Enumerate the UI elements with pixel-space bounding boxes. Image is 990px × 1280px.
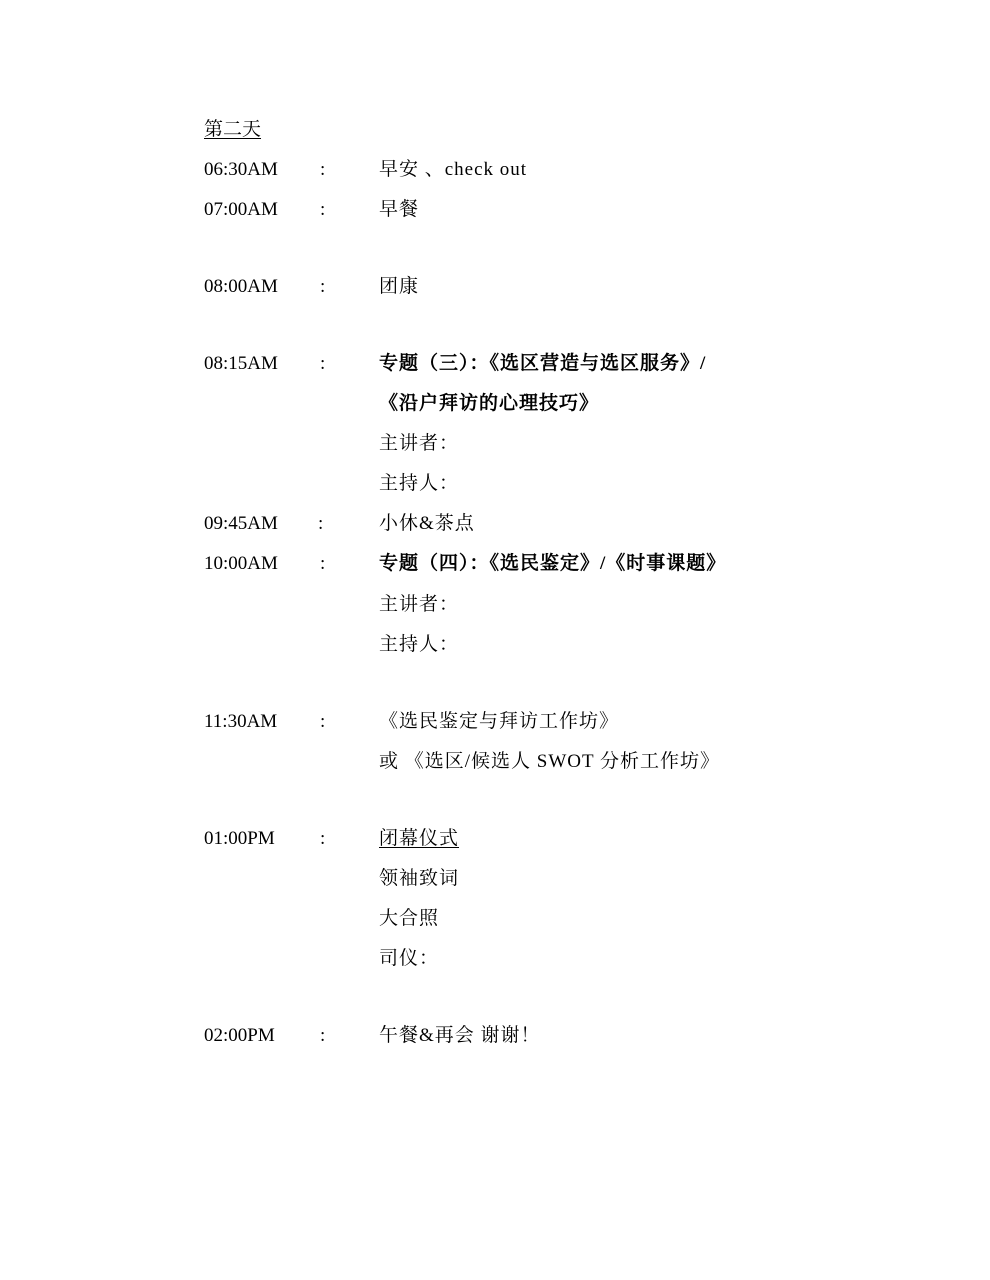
time-0700: 07:00AM xyxy=(204,199,278,220)
time-separator: : xyxy=(320,353,326,374)
time-separator: : xyxy=(320,159,326,180)
item-breakfast: 早餐 xyxy=(379,199,420,220)
time-1000: 10:00AM xyxy=(204,553,278,574)
day-heading: 第二天 xyxy=(204,119,262,140)
group-photo: 大合照 xyxy=(379,908,440,929)
topic-three-subtitle: 《沿户拜访的心理技巧》 xyxy=(379,393,600,414)
emcee-label: 司仪： xyxy=(379,948,440,969)
workshop-swot-analysis: 或 《选区/候选人 SWOT 分析工作坊》 xyxy=(379,751,721,772)
host-label: 主持人： xyxy=(379,634,460,655)
time-separator: : xyxy=(320,828,326,849)
speaker-label: 主讲者： xyxy=(379,594,460,615)
speaker-label: 主讲者： xyxy=(379,433,460,454)
time-0200pm: 02:00PM xyxy=(204,1025,275,1046)
time-separator: : xyxy=(320,1025,326,1046)
leader-speech: 领袖致词 xyxy=(379,868,460,889)
time-separator: : xyxy=(320,711,326,732)
item-lunch-farewell: 午餐&再会 谢谢！ xyxy=(379,1025,541,1046)
time-0800: 08:00AM xyxy=(204,276,278,297)
time-0815: 08:15AM xyxy=(204,353,278,374)
workshop-voter-identification: 《选民鉴定与拜访工作坊》 xyxy=(379,711,620,732)
item-team-games: 团康 xyxy=(379,276,420,297)
time-1130: 11:30AM xyxy=(204,711,278,732)
time-0630: 06:30AM xyxy=(204,159,278,180)
topic-four-title: 专题（四）：《选民鉴定》/《时事课题》 xyxy=(379,553,727,574)
time-separator: : xyxy=(320,553,326,574)
time-separator: : xyxy=(320,199,326,220)
item-good-morning-checkout: 早安 、check out xyxy=(379,159,528,180)
item-tea-break: 小休&茶点 xyxy=(379,513,475,534)
time-separator: : xyxy=(320,276,326,297)
time-0945: 09:45AM xyxy=(204,513,278,534)
closing-ceremony-heading: 闭幕仪式 xyxy=(379,828,460,849)
time-0100pm: 01:00PM xyxy=(204,828,275,849)
topic-three-title: 专题（三）：《选区营造与选区服务》/ xyxy=(379,353,707,374)
time-separator: : xyxy=(318,513,324,534)
host-label: 主持人： xyxy=(379,473,460,494)
